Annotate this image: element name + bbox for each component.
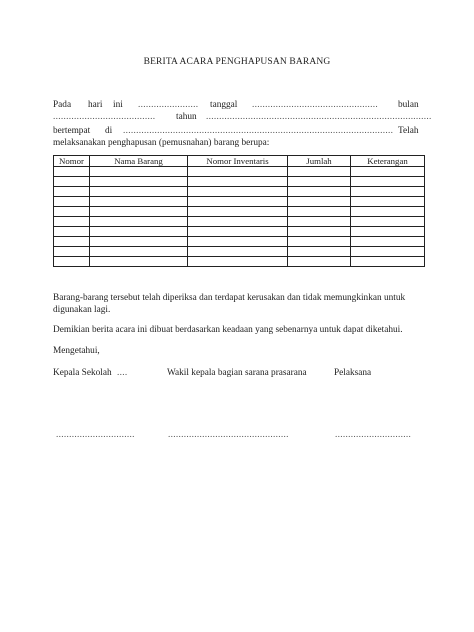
table-cell <box>288 247 351 257</box>
intro-telah: Telah <box>398 126 419 136</box>
table-cell <box>54 197 90 207</box>
table-cell <box>188 197 288 207</box>
intro-line3: melaksanakan penghapusan (pemusnahan) barang berupa: <box>53 138 270 148</box>
table-cell <box>90 247 188 257</box>
table-cell <box>90 237 188 247</box>
table-cell <box>54 237 90 247</box>
table-cell <box>351 237 425 247</box>
intro-hari: hari <box>88 100 103 110</box>
table-row <box>54 167 425 177</box>
table-cell <box>54 217 90 227</box>
table-cell <box>288 227 351 237</box>
header-nomor: Nomor <box>54 156 90 167</box>
paragraph1-line2: digunakan lagi. <box>53 305 111 315</box>
signature-kepala-dots: .... <box>117 368 128 378</box>
signature-kepala-sekolah: Kepala Sekolah <box>53 368 112 378</box>
table-cell <box>288 237 351 247</box>
signature-line-2: .............................................. <box>168 430 289 440</box>
items-table <box>53 155 425 267</box>
table-cell <box>54 247 90 257</box>
table-cell <box>351 227 425 237</box>
table-cell <box>90 257 188 267</box>
intro-dots-tanggal: ................................................ <box>252 100 378 110</box>
header-keterangan: Keterangan <box>351 156 425 167</box>
table-row <box>54 187 425 197</box>
table-cell <box>288 167 351 177</box>
table-cell <box>351 167 425 177</box>
table-row <box>54 177 425 187</box>
table-cell <box>288 177 351 187</box>
header-nama-barang: Nama Barang <box>90 156 188 167</box>
table-cell <box>188 247 288 257</box>
table-cell <box>351 217 425 227</box>
header-nomor-inventaris: Nomor Inventaris <box>188 156 288 167</box>
intro-tahun: tahun <box>176 112 197 122</box>
table-cell <box>288 257 351 267</box>
intro-bulan: bulan <box>398 100 419 110</box>
table-row <box>54 247 425 257</box>
table-cell <box>90 197 188 207</box>
table-cell <box>188 207 288 217</box>
table-cell <box>288 187 351 197</box>
table-cell <box>54 227 90 237</box>
table-cell <box>188 227 288 237</box>
table-cell <box>90 207 188 217</box>
table-cell <box>351 257 425 267</box>
paragraph2: Demikian berita acara ini dibuat berdasarkan keadaan yang sebenarnya untuk dapat diketahui. <box>53 325 403 335</box>
table-cell <box>288 217 351 227</box>
table-body <box>54 167 425 267</box>
document-title: BERITA ACARA PENGHAPUSAN BARANG <box>143 57 331 67</box>
paragraph1-line1: Barang-barang tersebut telah diperiksa dan terdapat kerusakan dan tidak memungkinkan untuk <box>53 293 406 303</box>
table-row <box>54 257 425 267</box>
intro-dots-tempat: ....................................................................................................... <box>123 126 394 136</box>
mengetahui-label: Mengetahui, <box>53 346 100 356</box>
table-cell <box>288 197 351 207</box>
table-row <box>54 207 425 217</box>
table-cell <box>188 257 288 267</box>
signature-line-1: .............................. <box>56 430 135 440</box>
intro-bertempat: bertempat <box>53 126 91 136</box>
table-row <box>54 237 425 247</box>
table-cell <box>54 207 90 217</box>
intro-pada: Pada <box>53 100 72 110</box>
signature-pelaksana: Pelaksana <box>334 368 372 378</box>
table-cell <box>188 167 288 177</box>
table-cell <box>90 177 188 187</box>
table-cell <box>351 177 425 187</box>
table-row <box>54 197 425 207</box>
table-cell <box>288 207 351 217</box>
header-jumlah: Jumlah <box>288 156 351 167</box>
table-cell <box>188 217 288 227</box>
table-cell <box>54 187 90 197</box>
table-cell <box>351 187 425 197</box>
table-cell <box>188 177 288 187</box>
table-cell <box>351 197 425 207</box>
table-row <box>54 227 425 237</box>
table-cell <box>188 187 288 197</box>
table-cell <box>54 177 90 187</box>
table-cell <box>90 187 188 197</box>
table-cell <box>90 227 188 237</box>
table-cell <box>54 167 90 177</box>
table-cell <box>90 217 188 227</box>
intro-ini: ini <box>113 100 123 110</box>
intro-tanggal: tanggal <box>210 100 238 110</box>
intro-di: di <box>105 126 113 136</box>
table-row <box>54 217 425 227</box>
table-cell <box>351 247 425 257</box>
intro-dots-bulan: ....................................... <box>53 112 156 122</box>
table-cell <box>90 167 188 177</box>
intro-dots-tahun: ...................................................................................... <box>206 112 432 122</box>
table-header-row <box>54 156 425 167</box>
table-cell <box>188 237 288 247</box>
intro-dots-hari: ....................... <box>138 100 199 110</box>
table-cell <box>54 257 90 267</box>
table-cell <box>351 207 425 217</box>
signature-wakil: Wakil kepala bagian sarana prasarana <box>167 368 307 378</box>
signature-line-3: ............................. <box>335 430 412 440</box>
